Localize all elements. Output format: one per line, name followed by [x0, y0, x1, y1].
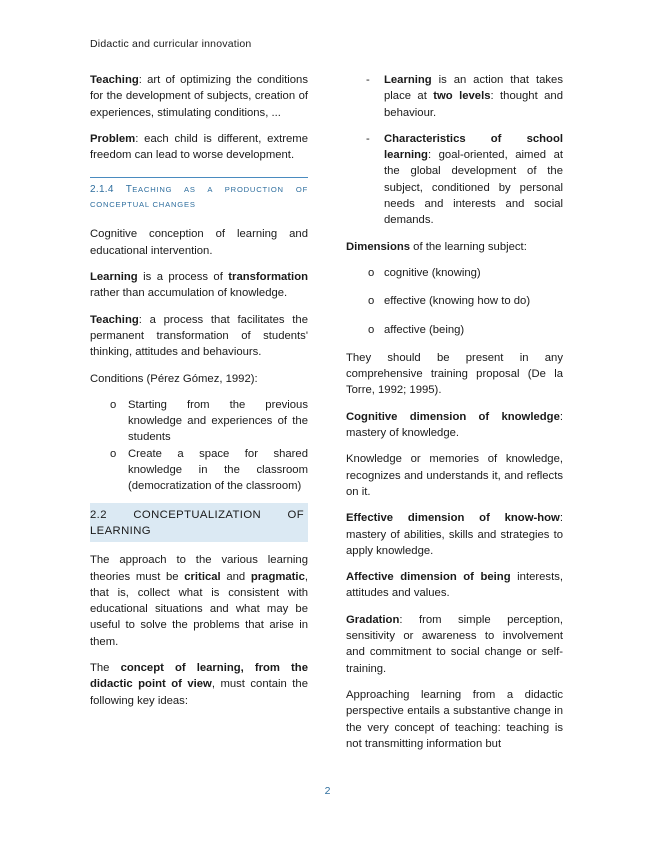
running-header: Didactic and curricular innovation [90, 38, 252, 50]
dimensions-list [346, 265, 563, 338]
cognitive-conception: Cognitive conception of learning and educational intervention. [90, 228, 308, 257]
key-ideas-list [346, 72, 563, 229]
affective-dimension: Affective dimension of being interests, attitudes and values. [346, 571, 563, 600]
bullet-icon: o [368, 323, 375, 336]
bullet-icon: o [368, 295, 375, 308]
bullet-icon: o [110, 398, 117, 411]
problem-definition: Problem: each child is different, extreme freedom can lead to worse development. [90, 132, 308, 162]
conditions-label: Conditions (Pérez Gómez, 1992): [90, 372, 258, 385]
list-item: - Characteristics of school learning: goal-oriented, aimed at the global development of the subject, conditioned by personal needs and interests and social demands. [366, 132, 563, 227]
knowledge-paragraph: Knowledge or memories of knowledge, recognizes and understands it, and reflects on it. [346, 453, 563, 498]
list-item: o effective (knowing how to do) [346, 293, 563, 309]
list-item: o cognitive (knowing) [346, 265, 563, 281]
section-heading-2-1-4: 2.1.4 TEACHING AS A PRODUCTION OF CONCEPTUAL CHANGES [90, 177, 308, 212]
conditions-list [90, 397, 308, 495]
dash-icon: - [366, 74, 370, 86]
concept-paragraph: The concept of learning, from the didactic point of view, must contain the following key ideas: [90, 662, 308, 707]
dimensions-label: Dimensions of the learning subject: [346, 240, 527, 253]
section-heading-2-2: 2.2 CONCEPTUALIZATION OF LEARNING [90, 503, 308, 543]
dash-icon: - [366, 132, 370, 145]
bullet-icon: o [368, 266, 375, 279]
teaching-definition: Teaching: art of optimizing the conditions for the development of subjects, creation of experiences, stimulating conditions, ... [90, 74, 308, 119]
bullet-icon: o [110, 447, 117, 460]
approaching-paragraph: Approaching learning from a didactic perspective entails a substantive change in the very concept of teaching: teaching is not transmitting information but [346, 688, 563, 750]
page-number: 2 [324, 785, 331, 797]
right-column [346, 72, 563, 762]
teaching-process: Teaching: a process that facilitates the permanent transformation of students' thinking, attitudes and behaviours. [90, 313, 308, 359]
list-item: - Learning is an action that takes place at two levels: thought and behaviour. [366, 74, 563, 119]
list-item: o Create a space for shared knowledge in the classroom (democratization of the classroom) [110, 447, 308, 493]
left-column [90, 72, 308, 719]
learning-transformation: Learning is a process of transformation rather than accumulation of knowledge. [90, 271, 308, 300]
gradation-paragraph: Gradation: from simple perception, sensitivity or awareness to involvement and commitment to social change or self-training. [346, 613, 563, 675]
cognitive-dimension: Cognitive dimension of knowledge: mastery of knowledge. [346, 410, 563, 440]
they-should-paragraph: They should be present in any comprehensive training proposal (De la Torre, 1992; 1995). [346, 351, 563, 397]
list-item: o affective (being) [346, 322, 563, 338]
effective-dimension: Effective dimension of know-how: mastery of abilities, skills and strategies to apply knowledge. [346, 512, 563, 557]
list-item: o Starting from the previous knowledge and experiences of the students [110, 398, 308, 444]
approach-paragraph: The approach to the various learning theories must be critical and pragmatic, that is, collect what is consistent with educational situations and what may be useful to solve the problems that arise in them. [90, 554, 308, 648]
